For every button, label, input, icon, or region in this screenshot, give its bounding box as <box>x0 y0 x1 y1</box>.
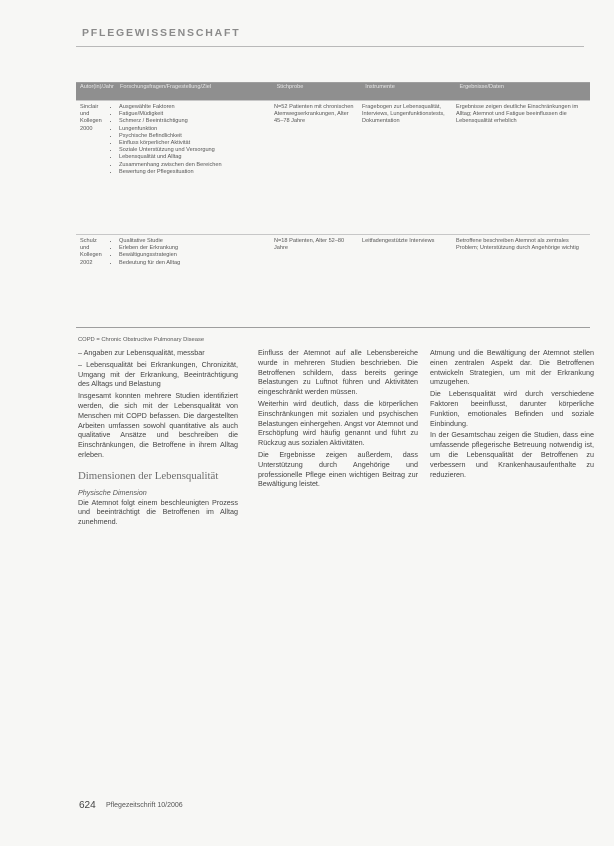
table-cell-results: Ergebnisse zeigen deutliche Einschränkungen im Alltag; Atemnot und Fatigue beeinflussen die Lebensqualität erheblich <box>456 104 579 125</box>
journal-reference: Pflegezeitschrift 10/2006 <box>106 802 183 809</box>
aim-item: • Soziale Unterstützung und Versorgung <box>119 147 266 154</box>
bullet-paragraph: – Lebensqualität bei Erkrankungen, Chronizität, Umgang mit der Erkrankung, Beeinträchtigung des Alltags und Belastung <box>78 359 238 389</box>
literature-table <box>76 82 590 328</box>
table-header-instruments: Instrumente <box>365 84 395 90</box>
table-cell-author: Schulz und Kollegen 2002 <box>80 238 102 266</box>
section-header: PFLEGEWISSENSCHAFT <box>82 27 241 39</box>
section-heading: Dimensionen der Lebensqualität <box>78 469 219 482</box>
table-cell-aims <box>108 101 270 234</box>
aim-item: • Schmerz / Beeinträchtigung <box>119 118 266 125</box>
aim-item: • Fatigue/Müdigkeit <box>119 111 266 118</box>
table-cell-instruments: Fragebogen zur Lebensqualität, Interviews, Lungenfunktionstests, Dokumentation <box>362 104 445 125</box>
body-paragraph: Die Lebensqualität wird durch verschiedene Faktoren beeinflusst, darunter körperliche Funktion, emotionales Befinden und soziale Einbindung. <box>430 389 594 428</box>
aim-item: • Psychische Befindlichkeit <box>119 133 266 140</box>
bullet-paragraph: – Angaben zur Lebensqualität, messbar <box>78 348 205 357</box>
table-footnote: COPD = Chronic Obstructive Pulmonary Disease <box>78 337 205 343</box>
table-cell-instruments: Leitfadengestützte Interviews <box>362 238 435 244</box>
aim-item: • Ausgewählte Faktoren <box>119 104 266 111</box>
page-number: 624 <box>79 800 96 811</box>
text-column-2 <box>258 348 418 491</box>
body-paragraph: Die Atemnot folgt einem beschleunigten Prozess und beeinträchtigt die Betroffenen im Alltag zunehmend. <box>78 497 238 527</box>
body-paragraph: Insgesamt konnten mehrere Studien identifiziert werden, die sich mit der Lebensqualität von Menschen mit COPD befassen. Die dargestellten Arbeiten umfassen sowohl quantitative als auch qualitative Ansätze und beschreiben die Einschränkungen, die Betroffene in ihrem Alltag erleben. <box>78 391 238 459</box>
table-row <box>76 234 590 328</box>
aim-item: • Zusammenhang zwischen den Bereichen <box>119 162 266 169</box>
body-paragraph: Die Ergebnisse zeigen außerdem, dass Unterstützung durch Angehörige und professionelle Pflege einen wichtigen Beitrag zur Bewältigung leistet. <box>258 449 418 489</box>
body-paragraph: In der Gesamtschau zeigen die Studien, dass eine umfassende pflegerische Betreuung notwendig ist, um die Lebensqualität der Betroffenen zu verbessern und Krankenhausaufenthalte zu reduzieren. <box>430 430 594 479</box>
table-header-row <box>76 83 590 100</box>
aim-item: • Bedeutung für den Alltag <box>119 260 266 267</box>
body-paragraph: Einfluss der Atemnot auf alle Lebensbereiche wurde in mehreren Studien beschrieben. Die Betroffenen schildern, dass bereits geringe Belastungen zu Luftnot führen und Aktivitäten eingeschränkt werden müssen. <box>258 348 418 397</box>
text-column-3 <box>430 348 594 481</box>
table-row <box>76 100 590 234</box>
table-header-aims: Forschungsfragen/Fragestellung/Ziel <box>120 84 212 90</box>
aim-item: • Einfluss körperlicher Aktivität <box>119 140 266 147</box>
aim-item: • Lebensqualität und Alltag <box>119 154 266 161</box>
aim-item: • Qualitative Studie <box>119 238 266 245</box>
table-cell-sample: N=18 Patienten, Alter 52–80 Jahre <box>274 238 345 252</box>
table-cell-results: Betroffene beschreiben Atemnot als zentrales Problem; Unterstützung durch Angehörige wichtig <box>456 238 579 252</box>
aim-item: • Erleben der Erkrankung <box>119 245 266 252</box>
aim-item: • Bewältigungsstrategien <box>119 252 266 259</box>
table-cell-aims <box>108 235 270 328</box>
table-header-author: Autor(in)/Jahr <box>80 84 114 90</box>
body-paragraph: Atmung und die Bewältigung der Atemnot stellen einen zentralen Aspekt dar. Die Betroffenen entwickeln Strategien, um mit der Erkrankung umzugehen. <box>430 348 594 387</box>
aim-item: • Lungenfunktion <box>119 126 266 133</box>
text-column-1 <box>78 348 238 529</box>
table-header-sample: Stichprobe <box>276 84 304 90</box>
aim-item: • Bewertung der Pflegesituation <box>119 169 266 176</box>
subheading: Physische Dimension <box>78 487 147 497</box>
table-cell-author: Sinclair und Kollegen 2000 <box>80 104 102 132</box>
table-header-results: Ergebnisse/Daten <box>459 84 504 90</box>
body-paragraph: Weiterhin wird deutlich, dass die körperlichen Einschränkungen mit sozialen und psychischen Belastungen einhergehen. Angst vor Atemnot und Erschöpfung wird häufig genannt und führt zu Rückzug aus sozialen Aktivitäten. <box>258 398 418 448</box>
header-divider <box>76 46 584 47</box>
table-cell-sample: N=52 Patienten mit chronischen Atemwegserkrankungen, Alter 45–78 Jahre <box>274 104 354 125</box>
